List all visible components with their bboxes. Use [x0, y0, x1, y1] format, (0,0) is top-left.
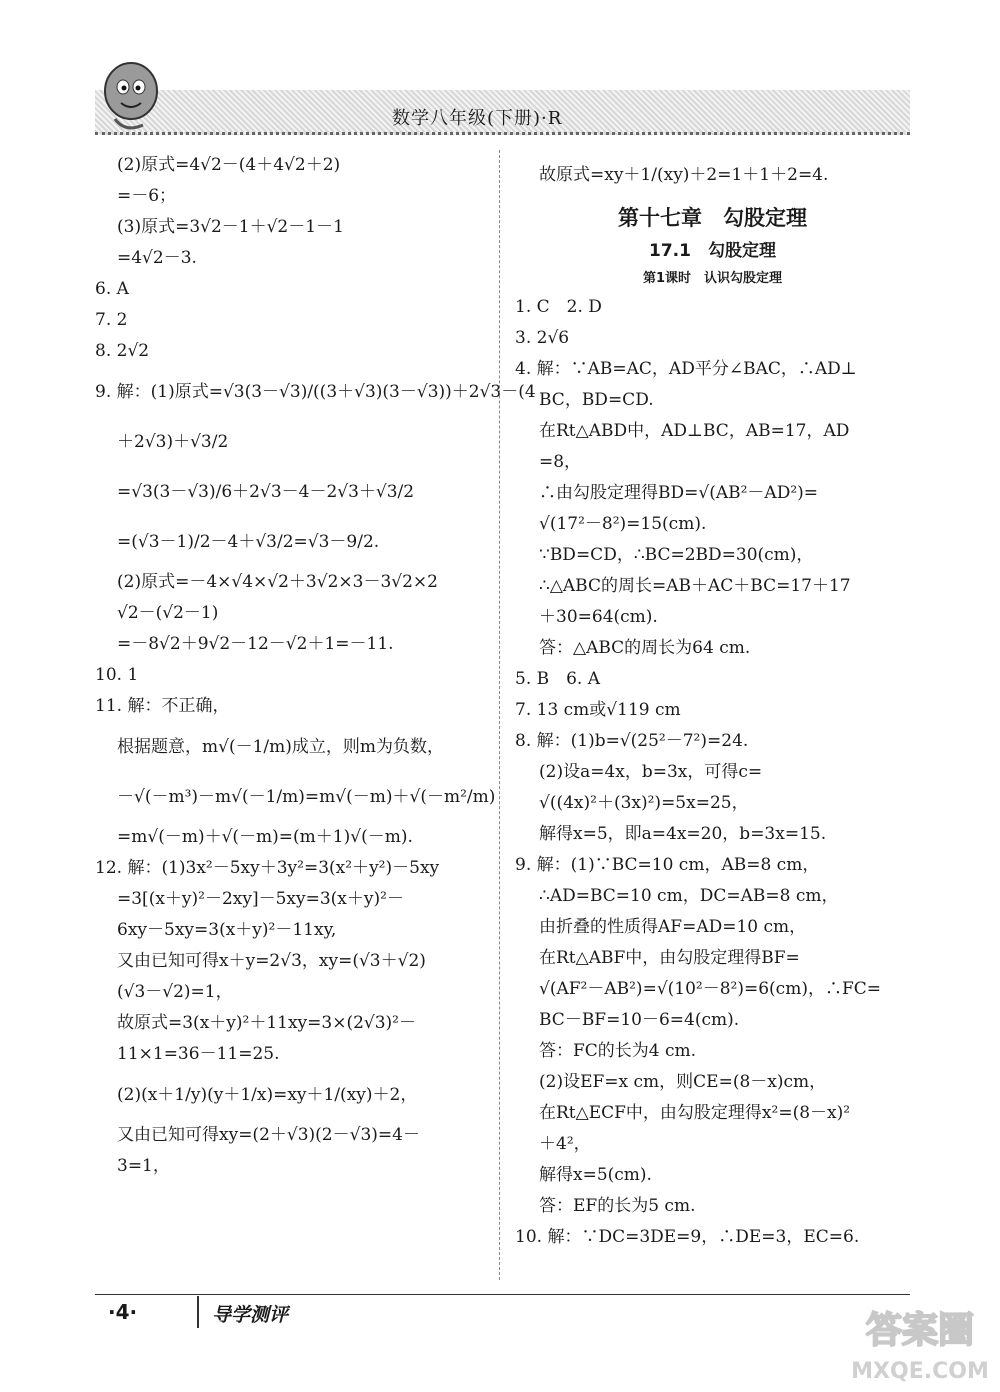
answer-line: =4√2－3.: [117, 248, 197, 268]
answer-line: ＋4²，: [539, 1134, 591, 1154]
answer-line: (2)原式=－4×√4×√2＋3√2×3－3√2×2: [117, 572, 438, 592]
answer-line: 8. 2√2: [95, 341, 150, 361]
page-number: ·4·: [108, 1300, 138, 1324]
watermark-url: MXQE.COM: [851, 1359, 989, 1384]
answer-line: 4. 解：∵AB=AC，AD平分∠BAC，∴AD⊥: [515, 359, 857, 379]
lesson-title: 第1课时 认识勾股定理: [642, 271, 783, 286]
answer-line: 7. 2: [95, 310, 128, 330]
mascot-logo: [95, 55, 165, 135]
answer-line: 10. 解：∵DC=3DE=9，∴DE=3，EC=6.: [515, 1227, 860, 1247]
answer-line: =8，: [539, 452, 582, 472]
footer-separator: [197, 1296, 199, 1328]
answer-line: 9. 解：(1)原式=√3(3－√3)/((3＋√3)(3－√3))＋2√3－(4: [95, 382, 536, 402]
footer-rule: [95, 1294, 910, 1295]
answer-line: 6. A: [95, 279, 129, 299]
answer-line: 5. B 6. A: [515, 669, 601, 689]
answer-line: ∴AD=BC=10 cm，DC=AB=8 cm，: [539, 886, 839, 906]
answer-line: 答：EF的长为5 cm.: [539, 1196, 696, 1216]
answer-line: 解得x=5(cm).: [539, 1165, 652, 1185]
answer-line: √(17²－8²)=15(cm).: [539, 514, 707, 534]
answer-line: 答：FC的长为4 cm.: [539, 1041, 697, 1061]
answer-line: 9. 解：(1)∵BC=10 cm，AB=8 cm，: [515, 855, 820, 875]
answer-line: (2)设a=4x，b=3x，可得c=: [539, 762, 763, 782]
watermark-text: 答案圈: [865, 1310, 975, 1351]
answer-line: ∵BD=CD，∴BC=2BD=30(cm)，: [539, 545, 814, 565]
answer-line: 又由已知可得xy=(2＋√3)(2－√3)=4－: [117, 1125, 420, 1145]
answer-line: (3)原式=3√2－1＋√2－1－1: [117, 217, 344, 237]
footer-brand: 导学测评: [212, 1304, 289, 1326]
column-divider: [499, 150, 500, 1280]
answer-line: 8. 解：(1)b=√(25²－7²)=24.: [515, 731, 749, 751]
answer-line: －√(－m³)－m√(－1/m)=m√(－m)＋√(－m²/m): [117, 787, 496, 807]
answer-line: =m√(－m)＋√(－m)=(m＋1)√(－m).: [117, 827, 413, 847]
answer-line: 11. 解：不正确，: [95, 696, 230, 716]
answer-line: √((4x)²＋(3x)²)=5x=25，: [539, 793, 749, 813]
answer-line: 故原式=xy＋1/(xy)＋2=1＋1＋2=4.: [539, 165, 829, 185]
answer-line: (√3－√2)=1，: [117, 982, 233, 1002]
answer-line: ＋30=64(cm).: [539, 607, 658, 627]
answer-line: ∴由勾股定理得BD=√(AB²－AD²)=: [539, 483, 819, 503]
answer-line: √2－(√2－1): [117, 603, 219, 623]
answer-line: 在Rt△ECF中，由勾股定理得x²=(8－x)²: [539, 1103, 851, 1123]
answer-line: =3[(x＋y)²－2xy]－5xy=3(x＋y)²－: [117, 889, 404, 909]
answer-line: 3. 2√6: [515, 328, 570, 348]
answer-line: 根据题意，m√(－1/m)成立，则m为负数，: [117, 737, 445, 757]
answer-line: (2)原式=4√2－(4＋4√2＋2): [117, 155, 341, 175]
answer-line: (2)(x＋1/y)(y＋1/x)=xy＋1/(xy)＋2，: [117, 1085, 418, 1105]
answer-line: =(√3－1)/2－4＋√3/2=√3－9/2.: [117, 532, 380, 552]
answer-line: =－8√2＋9√2－12－√2＋1=－11.: [117, 634, 394, 654]
answer-line: BC，BD=CD.: [539, 390, 654, 410]
chapter-title: 第十七章 勾股定理: [618, 206, 807, 230]
watermark-logo: [850, 1300, 990, 1390]
page-header-title: 数学八年级(下册)·R: [392, 108, 563, 129]
answer-line: (2)设EF=x cm，则CE=(8－x)cm，: [539, 1072, 827, 1092]
answer-line: BC－BF=10－6=4(cm).: [539, 1010, 740, 1030]
answer-line: 解得x=5，即a=4x=20，b=3x=15.: [539, 824, 827, 844]
right-column: [515, 150, 910, 1253]
answer-line: 在Rt△ABD中，AD⊥BC，AB=17，AD: [539, 421, 850, 441]
answer-line: 11×1=36－11=25.: [117, 1044, 280, 1064]
answer-line: 由折叠的性质得AF=AD=10 cm，: [539, 917, 807, 937]
answer-line: 3=1，: [117, 1156, 170, 1176]
answer-line: 1. C 2. D: [515, 297, 602, 317]
left-column: [95, 150, 536, 1182]
answer-line: =√3(3－√3)/6＋2√3－4－2√3＋√3/2: [117, 482, 415, 502]
answer-line: 7. 13 cm或√119 cm: [515, 700, 681, 720]
answer-line: =－6；: [117, 186, 177, 206]
answer-line: 在Rt△ABF中，由勾股定理得BF=: [539, 948, 800, 968]
answer-line: 6xy－5xy=3(x＋y)²－11xy,: [117, 920, 337, 940]
section-title: 17.1 勾股定理: [649, 241, 776, 261]
answer-line: 答：△ABC的周长为64 cm.: [539, 638, 751, 658]
answer-line: 又由已知可得x＋y=2√3，xy=(√3＋√2): [117, 951, 426, 971]
answer-line: 10. 1: [95, 665, 139, 685]
answer-line: 故原式=3(x＋y)²＋11xy=3×(2√3)²－: [117, 1013, 417, 1033]
answer-line: √(AF²－AB²)=√(10²－8²)=6(cm)，∴FC=: [539, 979, 882, 999]
answer-line: ∴△ABC的周长=AB＋AC＋BC=17＋17: [539, 576, 851, 596]
answer-line: ＋2√3)＋√3/2: [117, 432, 229, 452]
answer-line: 12. 解：(1)3x²－5xy＋3y²=3(x²＋y²)－5xy: [95, 858, 440, 878]
